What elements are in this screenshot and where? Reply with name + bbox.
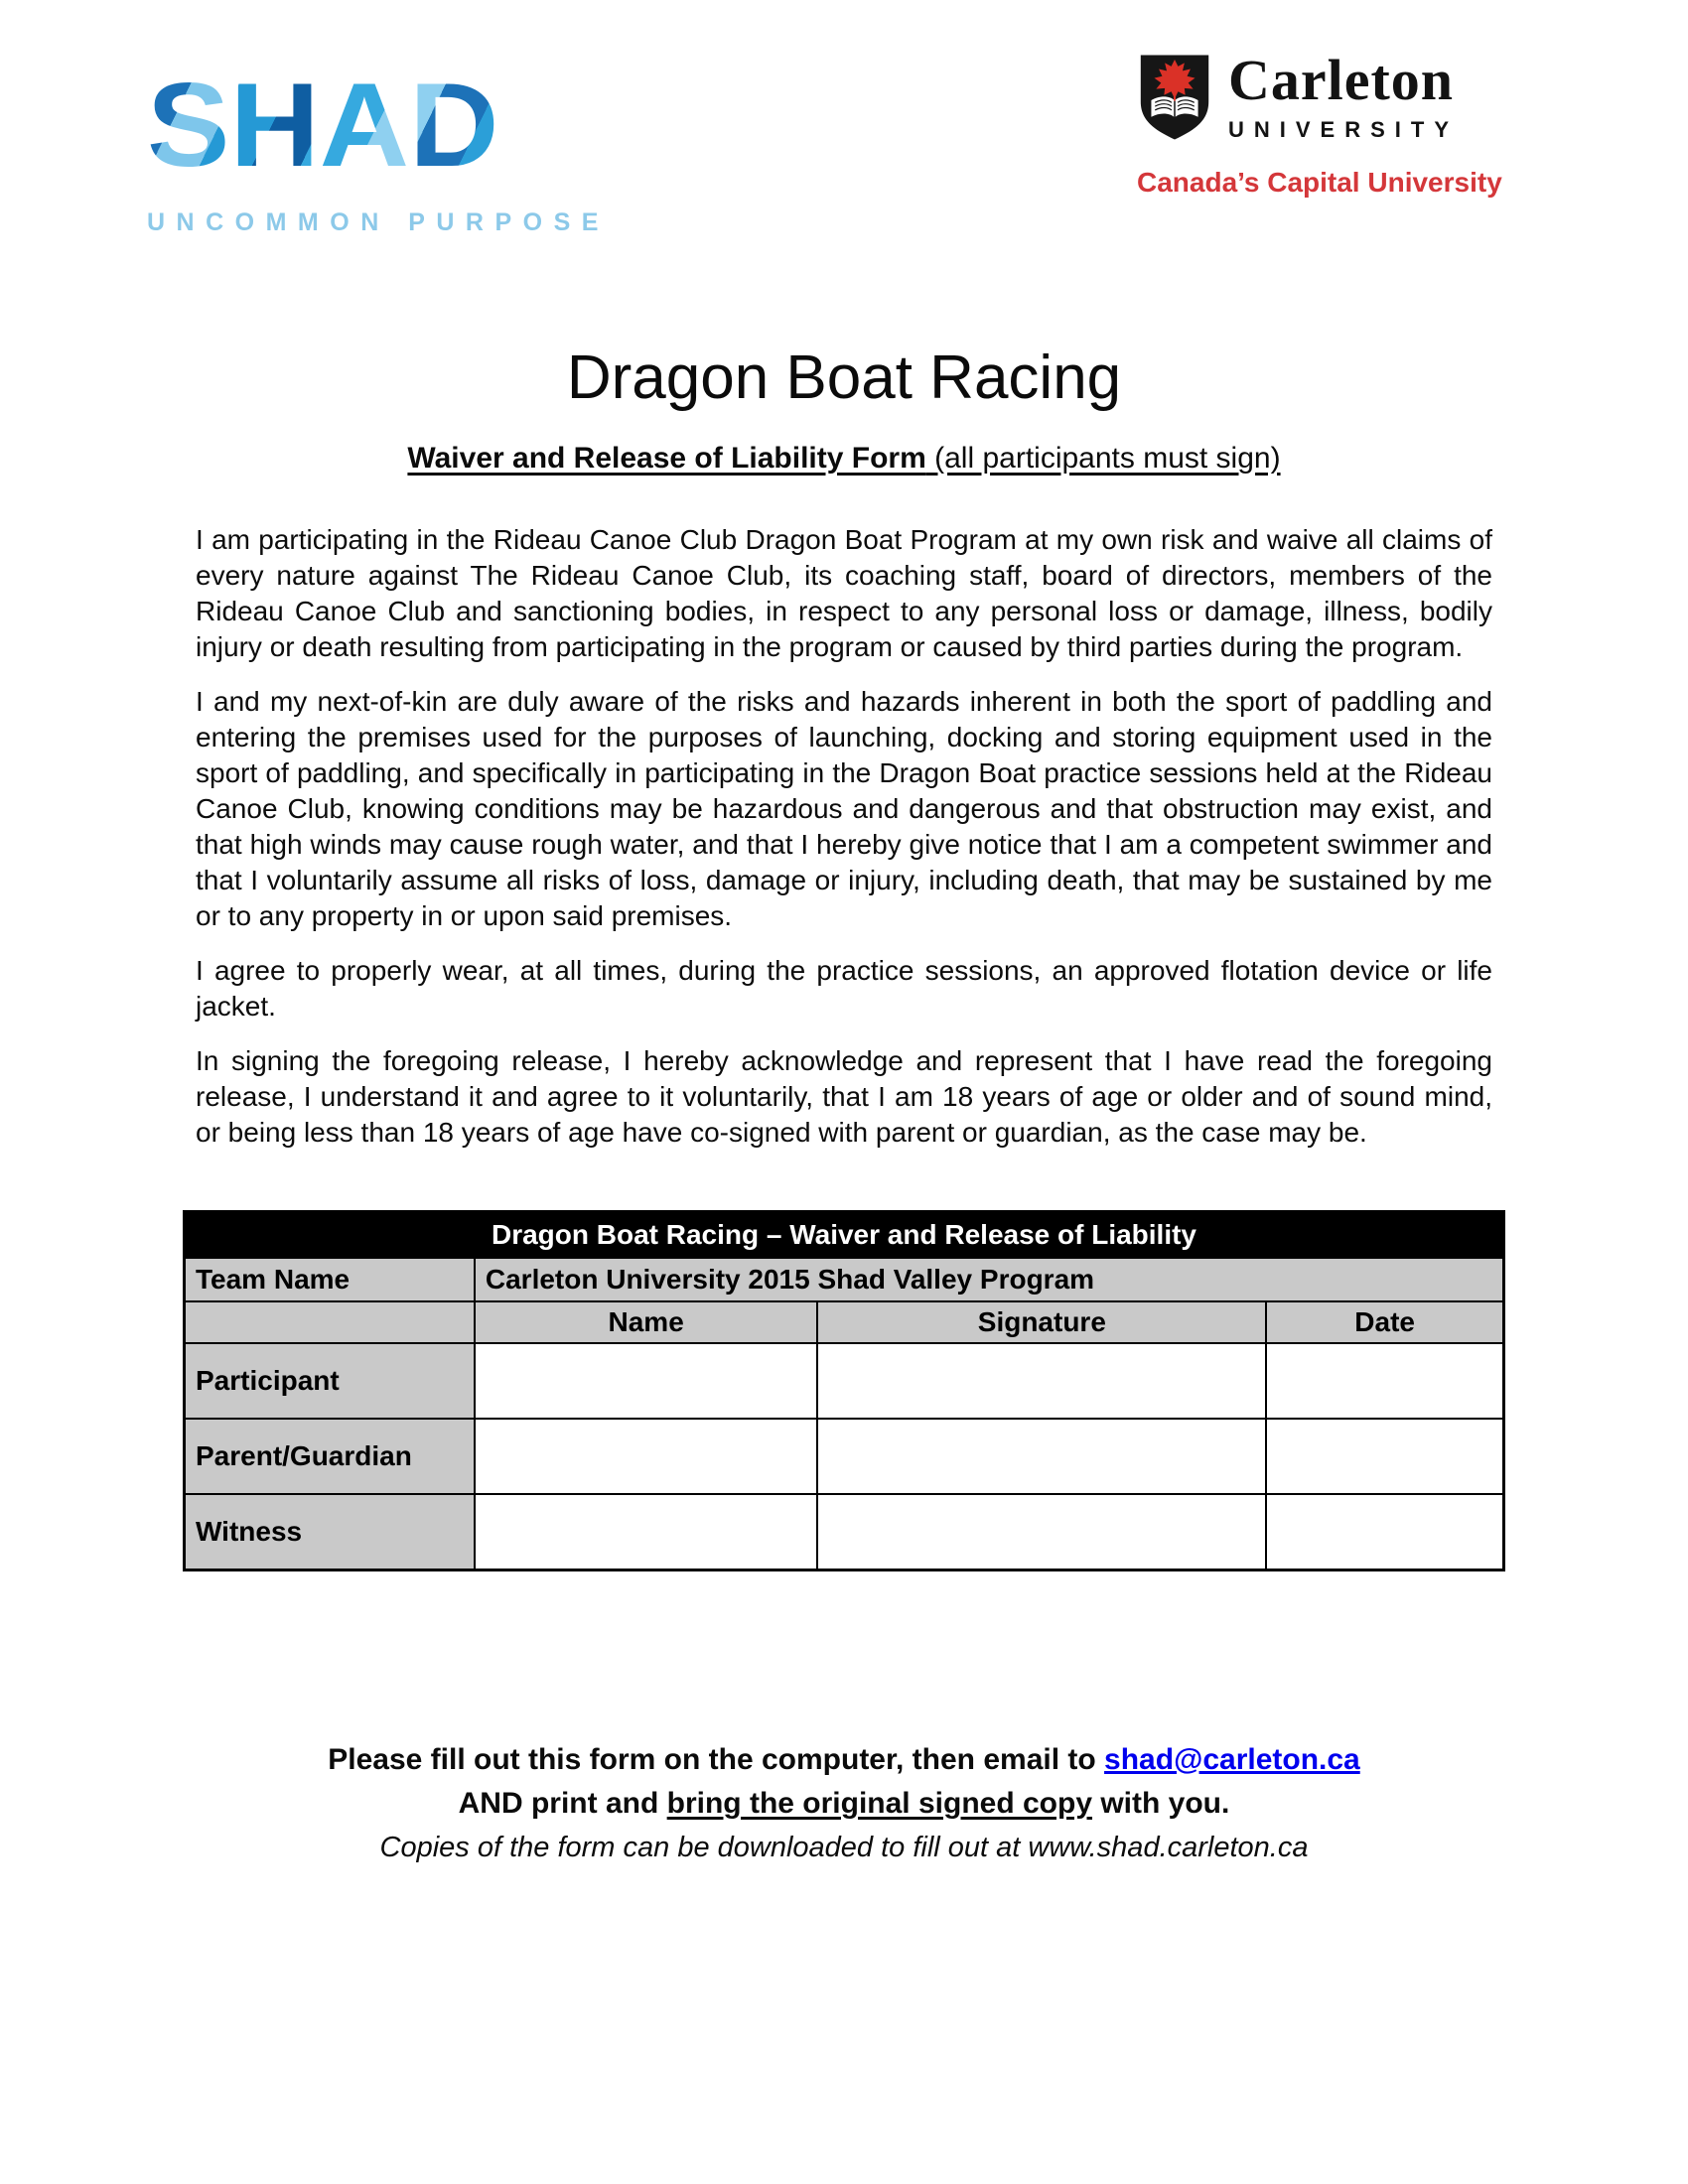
subtitle-normal: (all participants must sign) — [925, 442, 1281, 475]
participant-name-field[interactable] — [475, 1343, 818, 1419]
participant-row — [185, 1343, 1504, 1419]
witness-row-label: Witness — [185, 1494, 475, 1570]
table-title: Dragon Boat Racing – Waiver and Release of Liability — [185, 1212, 1504, 1259]
participant-date-field[interactable] — [1266, 1343, 1503, 1419]
table-title-row — [185, 1212, 1504, 1259]
shad-tagline: UNCOMMON PURPOSE — [147, 208, 610, 236]
signature-table — [183, 1210, 1505, 1571]
footer-print-underlined: bring the original signed copy — [666, 1787, 1093, 1820]
subtitle-bold: Waiver and Release of Liability Form — [407, 442, 926, 475]
carleton-university-text: UNIVERSITY — [1228, 117, 1460, 142]
column-header-date: Date — [1266, 1301, 1503, 1343]
footer-print-post: with you. — [1092, 1787, 1230, 1820]
participant-signature-field[interactable] — [817, 1343, 1266, 1419]
witness-date-field[interactable] — [1266, 1494, 1503, 1570]
corner-blank-cell — [185, 1301, 475, 1343]
paragraph-acknowledgement: In signing the foregoing release, I hereby acknowledge and represent that I have read the foregoing release, I understand it and agree to it voluntarily, that I am 18 years of age or older and of sound mind, or being less than 18 years of age have co-signed with parent or guardian, as the case may be. — [196, 1045, 1492, 1148]
column-header-name: Name — [475, 1301, 818, 1343]
parent-guardian-signature-field[interactable] — [817, 1419, 1266, 1494]
paragraph-risk-waiver: I am participating in the Rideau Canoe Club Dragon Boat Program at my own risk and waive all claims of every nature against The Rideau Canoe Club, its coaching staff, board of directors, members of the Rideau Canoe Club and sanctioning bodies, in respect to any personal loss or damage, illness, bodily injury or death resulting from participating in the program or caused by third parties during the program. — [196, 524, 1492, 662]
carleton-tagline: Canada’s Capital University — [1137, 167, 1502, 198]
waiver-paragraphs — [183, 522, 1505, 1151]
team-name-row — [185, 1258, 1504, 1301]
footer-line-download: Copies of the form can be downloaded to fill out at www.shad.carleton.ca — [379, 1832, 1309, 1863]
email-link[interactable]: shad@carleton.ca — [1104, 1743, 1360, 1776]
page-subtitle — [183, 441, 1505, 477]
paragraph-flotation: I agree to properly wear, at all times, during the practice sessions, an approved flotation device or life jacket. — [196, 955, 1492, 1022]
participant-row-label: Participant — [185, 1343, 475, 1419]
parent-guardian-row-label: Parent/Guardian — [185, 1419, 475, 1494]
carleton-logo — [1137, 48, 1514, 199]
parent-guardian-row — [185, 1419, 1504, 1494]
footer-line-email — [183, 1738, 1505, 1782]
team-name-label: Team Name — [185, 1258, 475, 1301]
carleton-shield-icon — [1137, 52, 1212, 143]
footer-print-pre: AND print and — [458, 1787, 667, 1820]
witness-row — [185, 1494, 1504, 1570]
parent-guardian-date-field[interactable] — [1266, 1419, 1503, 1494]
footer-instructions — [183, 1738, 1505, 1869]
column-header-signature: Signature — [817, 1301, 1266, 1343]
footer-email-text: Please fill out this form on the computer, then email to — [328, 1743, 1105, 1776]
team-name-value: Carleton University 2015 Shad Valley Program — [475, 1258, 1504, 1301]
parent-guardian-name-field[interactable] — [475, 1419, 818, 1494]
column-header-row — [185, 1301, 1504, 1343]
shad-wordmark: SHAD — [147, 58, 499, 192]
witness-name-field[interactable] — [475, 1494, 818, 1570]
footer-line-print — [183, 1782, 1505, 1826]
shad-logo — [147, 58, 610, 237]
page-title: Dragon Boat Racing — [566, 343, 1122, 412]
carleton-name: Carleton — [1228, 48, 1455, 112]
witness-signature-field[interactable] — [817, 1494, 1266, 1570]
maple-leaf-stem — [1174, 94, 1176, 101]
paragraph-hazards: I and my next-of-kin are duly aware of the risks and hazards inherent in both the sport of paddling and entering the premises used for the purposes of launching, docking and storing equipment used in the sport of paddling, and specifically in participating in the Dragon Boat practice sessions held at the Rideau Canoe Club, knowing conditions may be hazardous and dangerous and that obstruction may exist, and that high winds may cause rough water, and that I hereby give notice that I am a competent swimmer and that I voluntarily assume all risks of loss, damage or injury, including death, that may be sustained by me or to any property in or upon said premises. — [196, 686, 1492, 931]
